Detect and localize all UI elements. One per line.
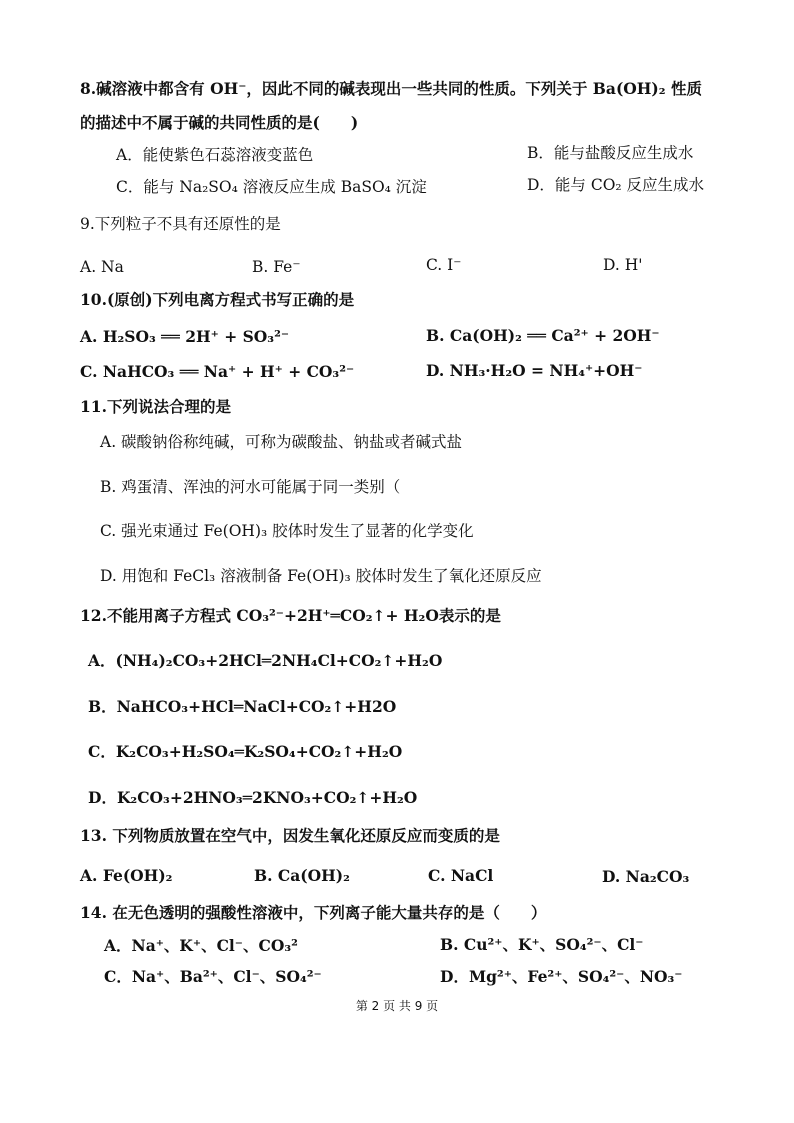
q8-option-d: D．能与 CO₂ 反应生成水 [527, 176, 705, 194]
q10-option-a: A. H₂SO₃ ══ 2H⁺ + SO₃²⁻ [80, 327, 290, 346]
q13-option-b: B. Ca(OH)₂ [254, 866, 350, 885]
q14-option-c: C．Na⁺、Ba²⁺、Cl⁻、SO₄²⁻ [104, 967, 322, 986]
q14-option-d: D．Mg²⁺、Fe²⁺、SO₄²⁻、NO₃⁻ [440, 967, 683, 986]
q12-option-d: D．K₂CO₃+2HNO₃═2KNO₃+CO₂↑+H₂O [88, 788, 418, 807]
q14-option-b: B. Cu²⁺、K⁺、SO₄²⁻、Cl⁻ [440, 935, 644, 954]
q10-option-d: D. NH₃·H₂O = NH₄⁺+OH⁻ [426, 361, 643, 380]
q10-stem: 10.(原创)下列电离方程式书写正确的是 [80, 290, 355, 309]
q13-option-d: D. Na₂CO₃ [602, 867, 690, 886]
q8-stem-line1: 8.碱溶液中都含有 OH⁻，因此不同的碱表现出一些共同的性质。下列关于 Ba(OH)₂ 性质 [80, 79, 702, 98]
q11-option-d: D. 用饱和 FeCl₃ 溶液制备 Fe(OH)₃ 胶体时发生了氧化还原反应 [100, 567, 542, 585]
q9-option-c: C. I⁻ [426, 256, 462, 274]
q12-stem: 12.不能用离子方程式 CO₃²⁻+2H⁺═CO₂↑+ H₂O表示的是 [80, 606, 501, 625]
q9-option-a: A. Na [80, 258, 124, 276]
q14-option-a: A．Na⁺、K⁺、Cl⁻、CO₃² [104, 936, 298, 955]
q11-option-a: A. 碳酸钠俗称纯碱，可称为碳酸盐、钠盐或者碱式盐 [100, 433, 463, 451]
q11-option-b: B. 鸡蛋清、浑浊的河水可能属于同一类别（ [100, 478, 401, 496]
q11-option-c: C. 强光束通过 Fe(OH)₃ 胶体时发生了显著的化学变化 [100, 522, 474, 540]
q11-stem: 11.下列说法合理的是 [80, 397, 231, 416]
q8-option-c: C．能与 Na₂SO₄ 溶液反应生成 BaSO₄ 沉淀 [116, 178, 427, 196]
q13-stem: 13. 下列物质放置在空气中，因发生氧化还原反应而变质的是 [80, 826, 500, 845]
q9-option-d: D. H' [603, 256, 643, 274]
q8-option-a: A．能使紫色石蕊溶液变蓝色 [116, 146, 314, 164]
q10-option-b: B. Ca(OH)₂ ══ Ca²⁺ + 2OH⁻ [426, 326, 660, 345]
q9-option-b: B. Fe⁻ [252, 258, 301, 276]
q8-option-b: B．能与盐酸反应生成水 [527, 144, 694, 162]
q12-option-c: C．K₂CO₃+H₂SO₄═K₂SO₄+CO₂↑+H₂O [88, 742, 403, 761]
page-number-footer: 第 2 页 共 9 页 [355, 999, 439, 1013]
q8-stem-line2: 的描述中不属于碱的共同性质的是( ) [80, 113, 359, 132]
q12-option-a: A．(NH₄)₂CO₃+2HCl═2NH₄Cl+CO₂↑+H₂O [88, 651, 443, 670]
q10-option-c: C. NaHCO₃ ══ Na⁺ + H⁺ + CO₃²⁻ [80, 362, 355, 381]
q9-stem: 9.下列粒子不具有还原性的是 [80, 215, 281, 233]
q13-option-a: A. Fe(OH)₂ [80, 866, 173, 885]
q12-option-b: B．NaHCO₃+HCl═NaCl+CO₂↑+H2O [88, 697, 397, 716]
q14-stem: 14. 在无色透明的强酸性溶液中，下列离子能大量共存的是（ ） [80, 903, 547, 922]
q13-option-c: C. NaCl [428, 866, 494, 885]
